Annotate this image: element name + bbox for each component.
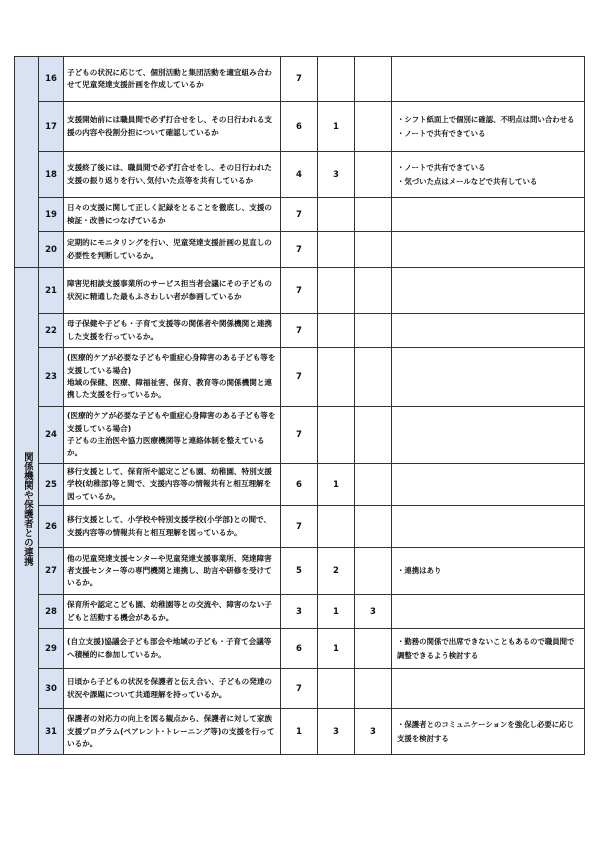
item-description-line: 子どもの状況に応じて、個別活動と集団活動を適宜組み合わせて児童発達支援計画を作成しているか: [67, 67, 272, 89]
count-unknown: [355, 232, 392, 268]
improvement-notes: [392, 314, 585, 348]
table-row: [15, 198, 585, 232]
count-unknown: [355, 152, 392, 198]
item-description: [64, 506, 281, 548]
item-number: 20: [39, 232, 64, 268]
count-yes: 7: [281, 348, 318, 407]
improvement-notes: [392, 506, 585, 548]
item-description: [64, 629, 281, 669]
table-row: [15, 268, 585, 314]
count-yes: 7: [281, 268, 318, 314]
item-number: 31: [39, 709, 64, 755]
item-number: 18: [39, 152, 64, 198]
count-yes: 4: [281, 152, 318, 198]
item-description-line: 支援開始前には職員間で必ず打合せをし、その日行われる支援の内容や役割分担について確認しているか: [67, 115, 273, 137]
count-no: 1: [318, 464, 355, 506]
improvement-notes: [392, 629, 585, 669]
count-no: 3: [318, 709, 355, 755]
item-description: [64, 709, 281, 755]
item-description-line: (医療的ケアが必要な子どもや重症心身障害のある子ども等を支援している場合): [67, 353, 276, 375]
item-description: [64, 152, 281, 198]
improvement-notes: [392, 232, 585, 268]
count-yes: 6: [281, 629, 318, 669]
count-no: 1: [318, 595, 355, 629]
item-description: [64, 464, 281, 506]
table-section-support-plan: [15, 57, 585, 268]
count-unknown: [355, 102, 392, 152]
improvement-notes: [392, 268, 585, 314]
item-description-line: 子どもの主治医や協力医療機関等と連絡体制を整えているか。: [67, 436, 265, 458]
improvement-notes: [392, 152, 585, 198]
table-row: [15, 464, 585, 506]
count-no: [318, 314, 355, 348]
count-yes: 7: [281, 232, 318, 268]
count-unknown: [355, 548, 392, 595]
item-description-line: 日頃から子どもの状況を保護者と伝え合い、子どもの発達の状況や課題について共通理解を持っているか。: [67, 677, 273, 699]
improvement-notes-line: ・ノートで共有できている: [397, 128, 486, 138]
improvement-notes: [392, 709, 585, 755]
count-yes: 7: [281, 314, 318, 348]
improvement-notes: [392, 348, 585, 407]
count-unknown: 3: [355, 709, 392, 755]
count-yes: 6: [281, 464, 318, 506]
item-description: [64, 407, 281, 464]
table-row: [15, 348, 585, 407]
improvement-notes: [392, 198, 585, 232]
count-unknown: [355, 407, 392, 464]
improvement-notes: [392, 669, 585, 709]
item-description-line: 保護者の対応力の向上を図る観点から、保護者に対して家族支援プログラム(ペアレント･トレーニング等)の支援を行っているか。: [67, 714, 275, 748]
count-no: [318, 198, 355, 232]
count-unknown: [355, 268, 392, 314]
item-description: [64, 268, 281, 314]
count-yes: 3: [281, 595, 318, 629]
item-description-line: 障害児相談支援事業所のサービス担当者会議にその子どもの状況に精通した最もふさわしい者が参画しているか: [67, 279, 273, 301]
improvement-notes: [392, 548, 585, 595]
category-label: 関係機関や保護者との連携: [21, 452, 33, 567]
item-description: [64, 548, 281, 595]
improvement-notes: [392, 595, 585, 629]
count-no: [318, 232, 355, 268]
item-number: 26: [39, 506, 64, 548]
table-row: [15, 548, 585, 595]
improvement-notes-line: ・シフト紙面上で個別に確認、不明点は問い合わせる: [397, 114, 575, 124]
table-section-cooperation: [15, 268, 585, 755]
count-yes: 7: [281, 669, 318, 709]
count-no: [318, 348, 355, 407]
count-unknown: [355, 464, 392, 506]
improvement-notes-line: ・保護者とのコミュニケーションを強化し必要に応じ支援を検討する: [397, 719, 574, 743]
count-no: [318, 669, 355, 709]
improvement-notes: [392, 102, 585, 152]
item-description-line: 移行支援として、保育所や認定こども園、幼稚園、特別支援学校(幼稚部)等と間で、支援内容等の情報共有と相互理解を図っているか。: [67, 467, 272, 501]
item-description: [64, 314, 281, 348]
count-unknown: 3: [355, 595, 392, 629]
table-row: [15, 595, 585, 629]
item-number: 29: [39, 629, 64, 669]
item-description-line: 支援終了後には、職員間で必ず打合せをし、その日行われた支援の振り返りを行い､気付いた点等を共有しているか: [67, 163, 273, 185]
count-no: 1: [318, 102, 355, 152]
improvement-notes-line: ・ノートで共有できている: [397, 162, 486, 172]
category-cell: [15, 57, 39, 268]
count-yes: 7: [281, 407, 318, 464]
item-description-line: 保育所や認定こども園、幼稚園等との交流や、障害のない子どもと活動する機会があるか。: [67, 600, 272, 622]
item-number: 16: [39, 57, 64, 102]
count-no: 2: [318, 548, 355, 595]
count-unknown: [355, 669, 392, 709]
item-description-line: (医療的ケアが必要な子どもや重症心身障害のある子ども等を支援している場合): [67, 411, 276, 433]
table-row: [15, 102, 585, 152]
item-number: 22: [39, 314, 64, 348]
count-yes: 7: [281, 506, 318, 548]
improvement-notes: [392, 464, 585, 506]
category-cell: [15, 268, 39, 755]
count-no: [318, 268, 355, 314]
item-description: [64, 669, 281, 709]
count-unknown: [355, 198, 392, 232]
item-number: 30: [39, 669, 64, 709]
item-number: 28: [39, 595, 64, 629]
count-unknown: [355, 506, 392, 548]
item-description-line: (自立支援)協議会子ども部会や地域の子ども・子育て会議等へ積極的に参加しているか。: [67, 637, 272, 659]
count-yes: 6: [281, 102, 318, 152]
item-number: 23: [39, 348, 64, 407]
item-description-line: 地域の保健、医療、障福祉害、保育、教育等の関係機関と連携した支援を行っているか。: [67, 378, 273, 400]
item-number: 24: [39, 407, 64, 464]
table-row: [15, 629, 585, 669]
table-row: [15, 407, 585, 464]
item-description-line: 日々の支援に関して正しく記録をとることを徹底し、支援の検証・改善につなげているか: [67, 203, 273, 225]
item-number: 25: [39, 464, 64, 506]
count-unknown: [355, 314, 392, 348]
item-number: 19: [39, 198, 64, 232]
count-unknown: [355, 348, 392, 407]
table-row: [15, 57, 585, 102]
item-description-line: 移行支援として、小学校や特別支援学校(小学部)との間で、支援内容等の情報共有と相互理解を図っているか。: [67, 515, 272, 537]
table-row: [15, 669, 585, 709]
item-number: 27: [39, 548, 64, 595]
count-yes: 7: [281, 57, 318, 102]
count-unknown: [355, 629, 392, 669]
item-description: [64, 232, 281, 268]
count-yes: 5: [281, 548, 318, 595]
item-number: 17: [39, 102, 64, 152]
item-description: [64, 595, 281, 629]
count-yes: 1: [281, 709, 318, 755]
count-no: [318, 407, 355, 464]
item-description-line: 母子保健や子ども・子育て支援等の関係者や関係機関と連携した支援を行っているか。: [67, 319, 273, 341]
item-description: [64, 348, 281, 407]
improvement-notes-line: ・気づいた点はメールなどで共有している: [397, 176, 538, 186]
item-description-line: 他の児童発達支援センターや児童発達支援事業所、発達障害者支援センター等の専門機関と連携し、助言や研修を受けているか。: [67, 553, 272, 588]
improvement-notes-line: ・勤務の関係で出席できないこともあるので職員間で調整できるよう検討する: [397, 636, 575, 660]
count-yes: 7: [281, 198, 318, 232]
table-row: [15, 506, 585, 548]
evaluation-table: [14, 56, 585, 755]
item-description: [64, 198, 281, 232]
count-no: [318, 506, 355, 548]
table-row: [15, 709, 585, 755]
count-unknown: [355, 57, 392, 102]
count-no: 1: [318, 629, 355, 669]
improvement-notes: [392, 407, 585, 464]
count-no: [318, 57, 355, 102]
item-description: [64, 102, 281, 152]
table-row: [15, 152, 585, 198]
count-no: 3: [318, 152, 355, 198]
improvement-notes: [392, 57, 585, 102]
table-row: [15, 232, 585, 268]
item-description: [64, 57, 281, 102]
table-row: [15, 314, 585, 348]
improvement-notes-line: ・連携はあり: [397, 566, 442, 576]
item-description-line: 定期的にモニタリングを行い、児童発達支援計画の見直しの必要性を判断しているか。: [67, 238, 272, 260]
item-number: 21: [39, 268, 64, 314]
